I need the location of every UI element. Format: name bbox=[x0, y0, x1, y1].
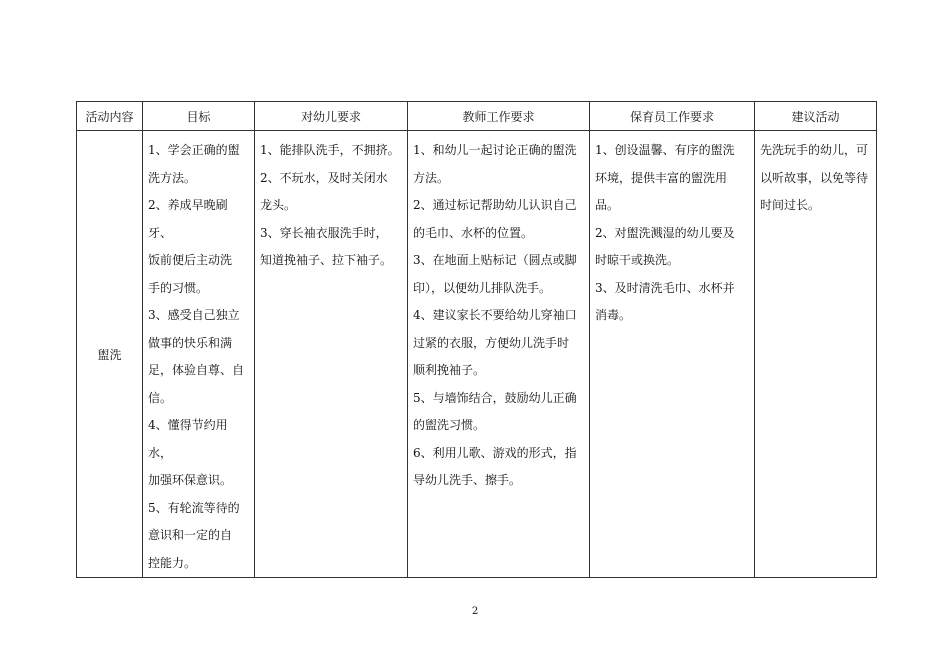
teacher-requirement-line: 方法。 bbox=[413, 170, 450, 185]
goal-line: 1、学会正确的盥 bbox=[148, 143, 240, 157]
goal-line: 加强环保意识。 bbox=[148, 473, 233, 487]
header-goals: 目标 bbox=[143, 102, 255, 131]
teacher-requirement-line: 过紧的衣服，方便幼儿洗手时 bbox=[413, 335, 570, 350]
child-requirement-line: 2、不玩水，及时关闭水 bbox=[260, 170, 388, 185]
goal-line: 足，体验自尊、自 bbox=[148, 363, 245, 377]
header-child-requirements: 对幼儿要求 bbox=[255, 102, 408, 131]
teacher-requirement-line: 1、和幼儿一起讨论正确的盥洗 bbox=[413, 143, 577, 157]
header-caregiver-requirements: 保育员工作要求 bbox=[590, 102, 755, 131]
caregiver-requirement-line: 3、及时清洗毛巾、水杯并 bbox=[595, 280, 735, 295]
teacher-requirement-line: 顺利挽袖子。 bbox=[413, 363, 486, 377]
goal-line: 5、有轮流等待的 bbox=[148, 500, 240, 515]
caregiver-requirement-line: 1、创设温馨、有序的盥洗 bbox=[595, 143, 735, 157]
activity-name: 盥洗 bbox=[77, 131, 143, 578]
caregiver-requirement-line: 消毒。 bbox=[595, 308, 632, 322]
child-requirement-line: 龙头。 bbox=[260, 198, 297, 212]
child-requirement-line: 3、穿长袖衣服洗手时， bbox=[260, 225, 388, 240]
teacher-requirement-line: 印），以便幼儿排队洗手。 bbox=[413, 280, 552, 295]
suggested-activity-line: 以听故事，以免等待 bbox=[760, 170, 869, 185]
goal-line: 做事的快乐和满 bbox=[148, 335, 233, 350]
activity-table bbox=[76, 101, 877, 578]
header-activity: 活动内容 bbox=[77, 102, 143, 131]
caregiver-requirement-line: 品。 bbox=[595, 198, 620, 212]
goal-line: 信。 bbox=[148, 390, 173, 405]
caregiver-requirement-line: 2、对盥洗溅湿的幼儿要及 bbox=[595, 225, 735, 240]
goal-line: 饭前便后主动洗 bbox=[148, 253, 233, 267]
header-row bbox=[77, 102, 877, 131]
table-row bbox=[77, 131, 877, 578]
caregiver-requirements-cell bbox=[590, 131, 755, 578]
goals-cell bbox=[143, 131, 255, 578]
teacher-requirement-line: 导幼儿洗手、擦手。 bbox=[413, 473, 522, 487]
teacher-requirements-cell bbox=[408, 131, 590, 578]
goal-line: 意识和一定的自 bbox=[148, 528, 233, 542]
teacher-requirement-line: 的毛巾、水杯的位置。 bbox=[413, 225, 534, 240]
goal-line: 3、感受自己独立 bbox=[148, 308, 240, 322]
header-suggested-activities: 建议活动 bbox=[755, 102, 877, 131]
teacher-requirement-line: 6、利用儿歌、游戏的形式，指 bbox=[413, 445, 577, 460]
goal-line: 控能力。 bbox=[148, 555, 197, 570]
child-requirements-cell bbox=[255, 131, 408, 578]
header-teacher-requirements: 教师工作要求 bbox=[408, 102, 590, 131]
teacher-requirement-line: 4、建议家长不要给幼儿穿袖口 bbox=[413, 308, 577, 322]
caregiver-requirement-line: 时晾干或换洗。 bbox=[595, 253, 680, 267]
suggested-activity-line: 先洗玩手的幼儿，可 bbox=[760, 143, 869, 157]
suggested-activity-line: 时间过长。 bbox=[760, 198, 821, 212]
teacher-requirement-line: 5、与墙饰结合，鼓励幼儿正确 bbox=[413, 390, 577, 405]
teacher-requirement-line: 2、通过标记帮助幼儿认识自己 bbox=[413, 198, 577, 212]
page-number: 2 bbox=[471, 606, 479, 617]
goal-line: 手的习惯。 bbox=[148, 280, 209, 295]
teacher-requirement-line: 3、在地面上贴标记（圆点或脚 bbox=[413, 253, 577, 267]
teacher-requirement-line: 的盥洗习惯。 bbox=[413, 418, 486, 432]
goal-line: 4、懂得节约用水， bbox=[148, 418, 228, 460]
child-requirement-line: 知道挽袖子、拉下袖子。 bbox=[260, 253, 393, 267]
goal-line: 2、养成早晚刷牙、 bbox=[148, 198, 228, 240]
suggested-activities-cell bbox=[755, 131, 877, 578]
caregiver-requirement-line: 环境，提供丰富的盥洗用 bbox=[595, 170, 728, 185]
goal-line: 洗方法。 bbox=[148, 170, 197, 185]
child-requirement-line: 1、能排队洗手，不拥挤。 bbox=[260, 143, 400, 157]
